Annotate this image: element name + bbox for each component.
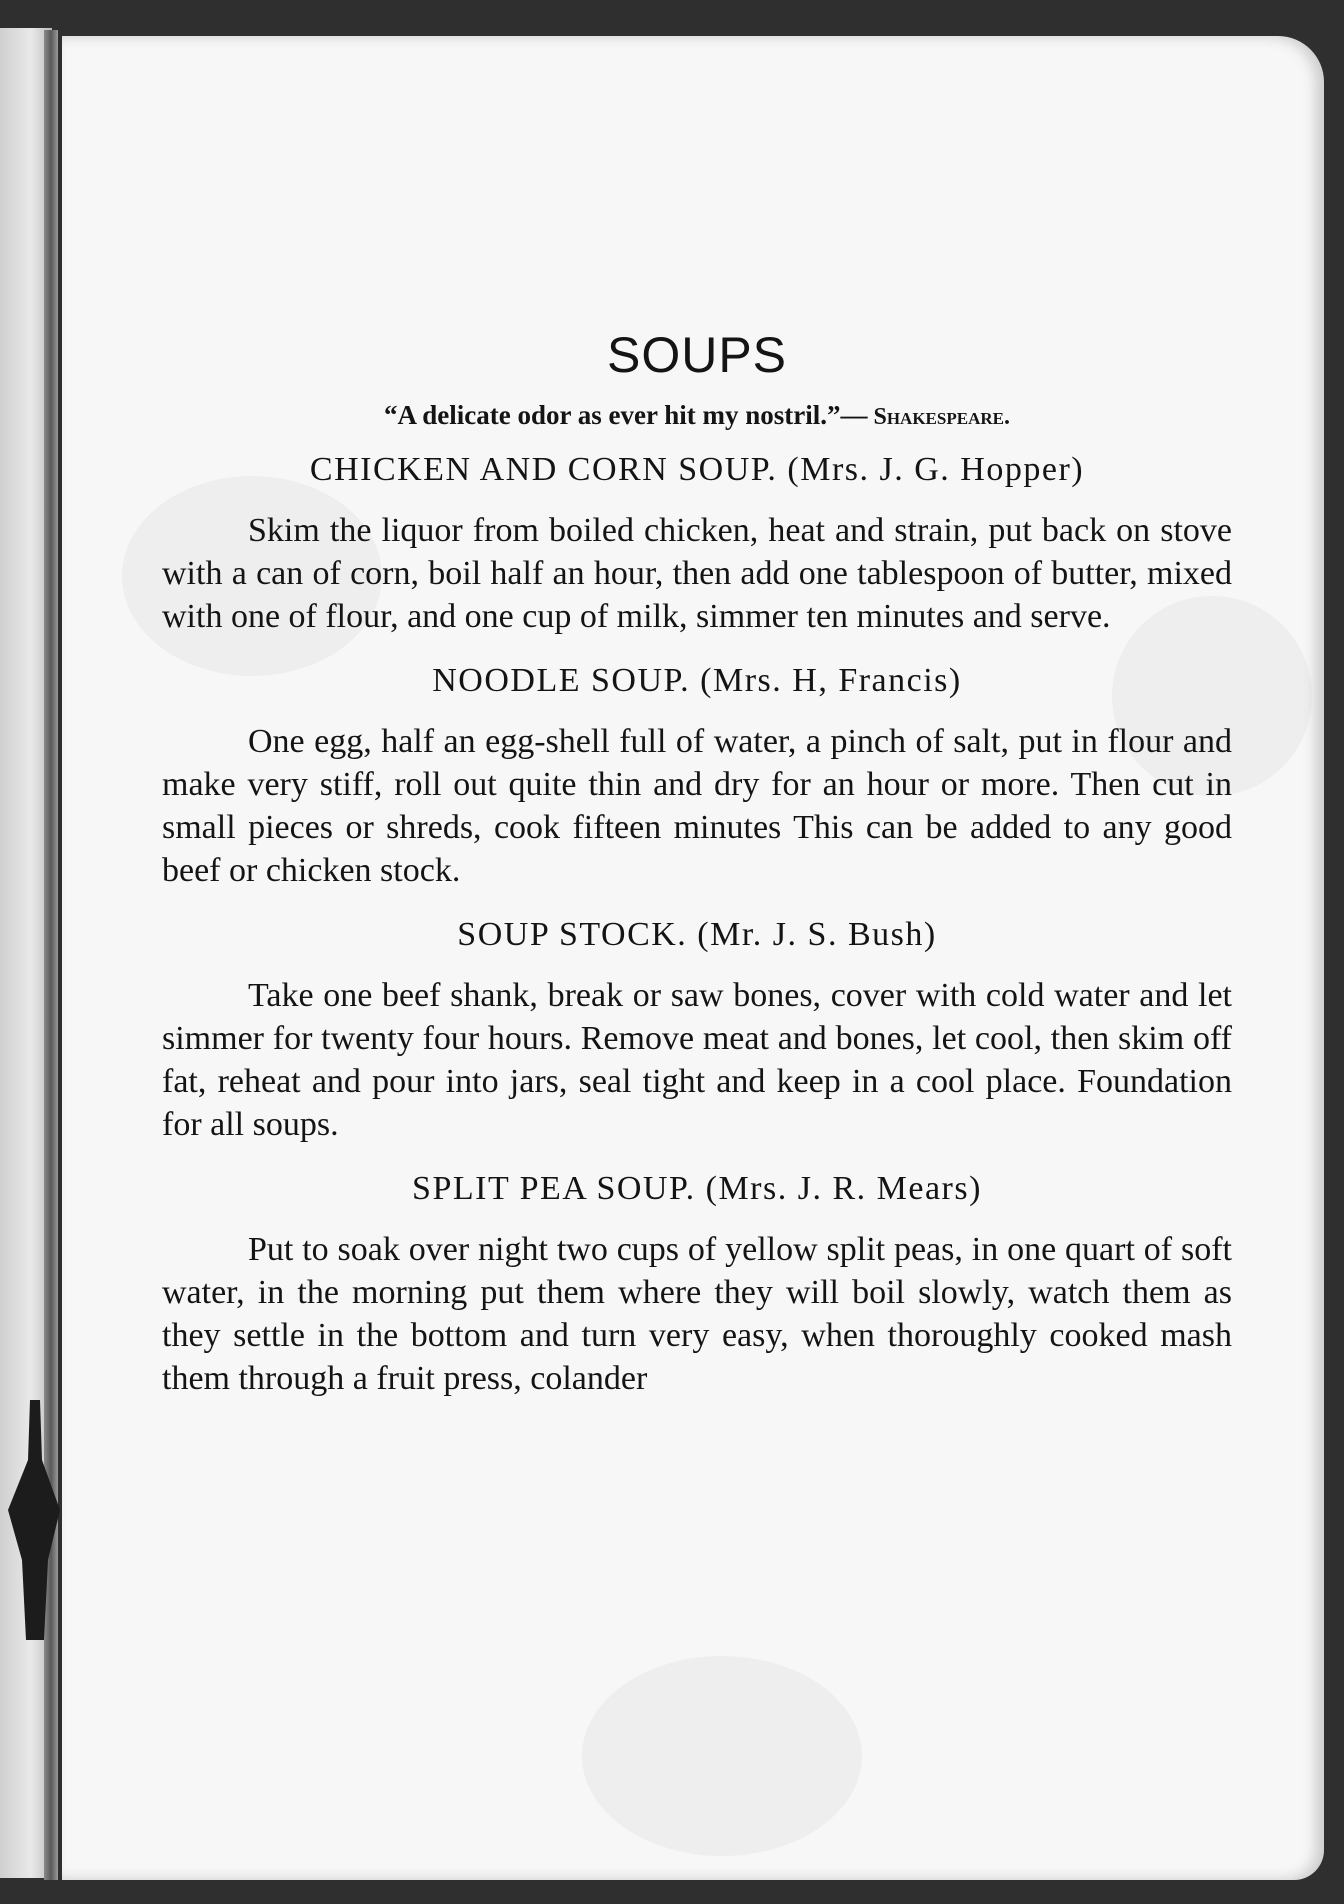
- paper-stain: [582, 1656, 862, 1856]
- epigraph: [162, 400, 1232, 431]
- bookmark-ribbon-icon: [0, 1400, 70, 1640]
- recipe-body: Put to soak over night two cups of yellow split peas, in one quart of soft water, in the morning put them where they will boil slowly, watch them as they settle in the bottom and turn very easy, when thoroughly cooked mash them through a fruit press, colander: [162, 1231, 1232, 1397]
- epigraph-quote: “A delicate odor as ever hit my nostril.”—: [384, 400, 868, 430]
- recipe-body: One egg, half an egg-shell full of water, a pinch of salt, put in flour and make very stiff, roll out quite thin and dry for an hour or more. Then cut in small pieces or shreds, cook fifteen minutes This can be added to any good beef or chicken stock.: [162, 723, 1232, 889]
- recipe-title: SOUP STOCK. (Mr. J. S. Bush): [457, 916, 937, 953]
- recipe-title: CHICKEN AND CORN SOUP. (Mrs. J. G. Hopper): [309, 451, 1085, 488]
- recipe-title: NOODLE SOUP. (Mrs. H, Francis): [432, 662, 962, 699]
- recipe-body: Skim the liquor from boiled chicken, heat and strain, put back on stove with a can of corn, boil half an hour, then add one tablespoon of butter, mixed with one of flour, and one cup of milk, simmer ten minutes and serve.: [162, 512, 1232, 635]
- book-page: [62, 36, 1324, 1880]
- recipe-title: SPLIT PEA SOUP. (Mrs. J. R. Mears): [412, 1170, 982, 1207]
- recipe-body: Take one beef shank, break or saw bones, cover with cold water and let simmer for twenty four hours. Remove meat and bones, let cool, then skim off fat, reheat and pour into jars, seal tight and keep in a cool place. Foundation for all soups.: [162, 977, 1232, 1143]
- page-content: [162, 326, 1232, 1424]
- section-title: SOUPS: [606, 327, 788, 383]
- epigraph-author: Shakespeare.: [873, 404, 1010, 430]
